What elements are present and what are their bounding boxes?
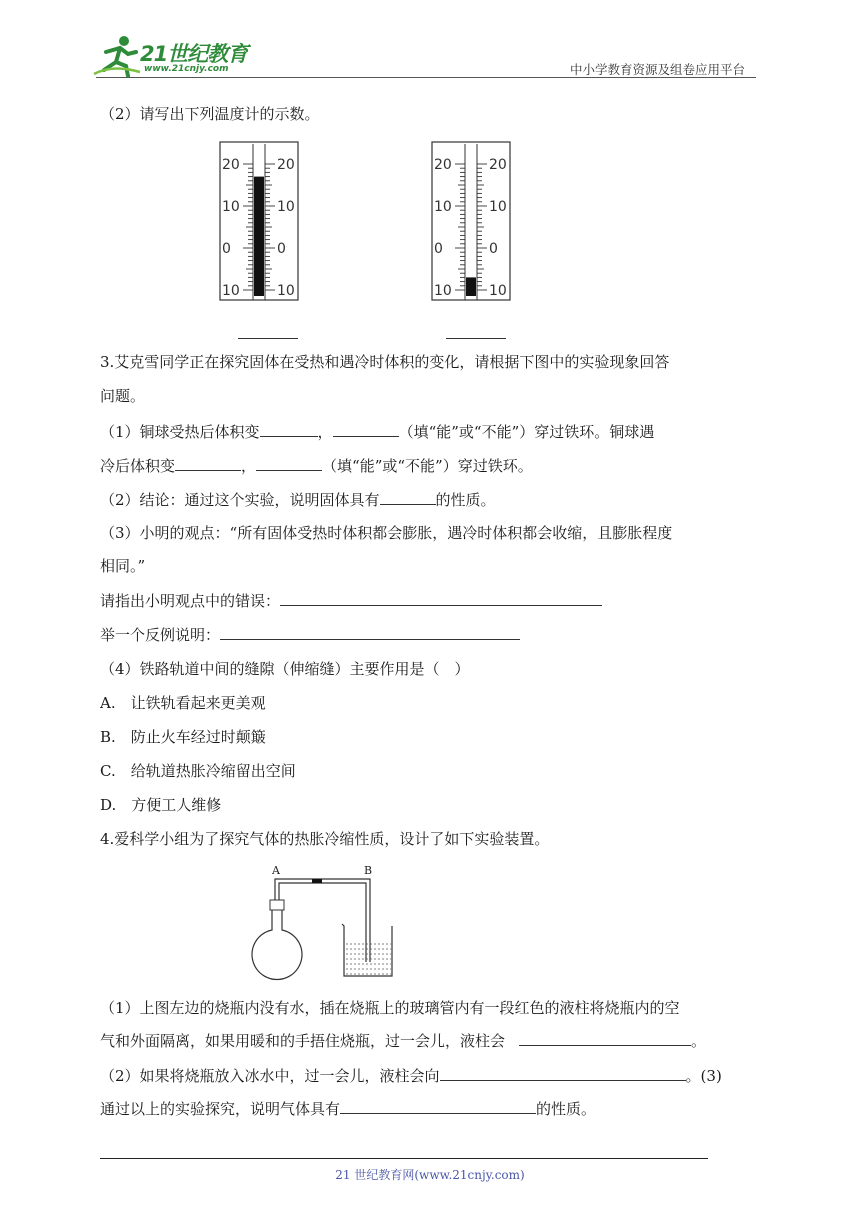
answer-blank-left[interactable] (238, 324, 298, 339)
q4-part1-line1: （1）上图左边的烧瓶内没有水，插在烧瓶上的玻璃管内有一段红色的液柱将烧瓶内的空 (100, 999, 680, 1017)
q3-part3-line1: （3）小明的观点：“所有固体受热时体积都会膨胀，遇冷时体积都会收缩，且膨胀程度 (100, 524, 673, 542)
q3-part2 (100, 490, 496, 510)
thermo-tick-label: 20 (434, 157, 452, 173)
header-logo (92, 34, 262, 78)
thermo-tick-label: 20 (222, 157, 240, 173)
thermo-tick-label: 0 (489, 241, 498, 257)
option-d[interactable]: D. 方便工人维修 (100, 796, 222, 814)
thermo-tick-label: 20 (489, 157, 507, 173)
thermo-tick-label: 20 (277, 157, 295, 173)
q3-p2-b: 的性质。 (435, 491, 496, 509)
q3-part4: （4）铁路轨道中间的缝隙（伸缩缝）主要作用是（ ） (100, 660, 470, 678)
q4-p2-a: （2）如果将烧瓶放入冰水中，过一会儿，液柱会向 (100, 1067, 440, 1085)
q3-p1-a: （1）铜球受热后体积变 (100, 423, 260, 441)
logo-url: www.21cnjy.com (144, 64, 229, 74)
platform-name: 中小学教育资源及组卷应用平台 (570, 62, 746, 77)
thermometer-right (432, 142, 510, 300)
thermo-tick-label: 10 (277, 283, 295, 299)
q3-p1-e: ， (241, 457, 257, 475)
q3-part3-line2: 相同。” (100, 557, 146, 575)
blank-column-cold[interactable] (440, 1066, 686, 1081)
flask-apparatus-figure (246, 862, 396, 984)
blank-pass-cold[interactable] (256, 456, 322, 471)
q3-part1-line2 (100, 456, 533, 476)
q4-part1-line2 (100, 1031, 706, 1051)
answer-blank-right[interactable] (446, 324, 506, 339)
q3-p1-d: 冷后体积变 (100, 457, 176, 475)
option-c[interactable]: C. 给轨道热胀冷缩留出空间 (100, 762, 296, 780)
blank-error[interactable] (280, 591, 602, 606)
runner-icon (92, 34, 142, 78)
logo-text: 21世纪教育 (140, 42, 248, 66)
thermo-tick-label: 0 (222, 241, 231, 257)
liquid-column (254, 177, 264, 296)
q2-part2: （2）请写出下列温度计的示数。 (100, 105, 320, 123)
thermo-tick-label: 10 (489, 283, 507, 299)
q3-ex-label: 举一个反例说明： (100, 626, 221, 644)
liquid-column (466, 277, 476, 296)
option-a[interactable]: A. 让铁轨看起来更美观 (100, 694, 266, 712)
thermo-tick-label: 10 (277, 199, 295, 215)
thermo-tick-label: 0 (434, 241, 443, 257)
thermometer-left (220, 142, 298, 300)
blank-volume-cold[interactable] (175, 456, 241, 471)
header-rule (96, 77, 756, 78)
blank-example[interactable] (220, 625, 520, 640)
q4-p2-b: 。(3) (685, 1067, 722, 1085)
blank-volume-hot[interactable] (260, 422, 318, 437)
thermometer-figure (210, 138, 530, 310)
q4-part3 (100, 1099, 596, 1119)
q4-p3-a: 通过以上的实验探究，说明气体具有 (100, 1100, 341, 1118)
thermo-tick-label: 10 (434, 283, 452, 299)
thermo-tick-label: 0 (277, 241, 286, 257)
q3-p1-c: （填“能”或“不能”）穿过铁环。铜球遇 (398, 423, 655, 441)
blank-gas-property[interactable] (340, 1099, 536, 1114)
q3-example-prompt (100, 625, 520, 645)
q3-p1-b: ， (317, 423, 333, 441)
blank-solid-property[interactable] (380, 490, 436, 505)
q3-p1-f: （填“能”或“不能”）穿过铁环。 (322, 457, 533, 475)
q3-err-label: 请指出小明观点中的错误： (100, 592, 281, 610)
q4-intro: 4.爱科学小组为了探究气体的热胀冷缩性质，设计了如下实验装置。 (100, 830, 550, 848)
q3-intro-2: 问题。 (100, 387, 146, 405)
q3-part1-line1 (100, 422, 654, 442)
footer-text: 21 世纪教育网(www.21cnjy.com) (335, 1168, 525, 1182)
thermo-tick-label: 10 (222, 283, 240, 299)
thermo-tick-label: 10 (489, 199, 507, 215)
q3-intro-1: 3.艾克雪同学正在探究固体在受热和遇冷时体积的变化，请根据下图中的实验现象回答 (100, 353, 670, 371)
q4-part2 (100, 1066, 722, 1086)
label-a: A (272, 864, 280, 877)
q3-error-prompt (100, 591, 602, 611)
label-b: B (364, 864, 373, 877)
thermo-tick-label: 10 (434, 199, 452, 215)
blank-pass-hot[interactable] (333, 422, 399, 437)
footer-rule (100, 1158, 708, 1159)
q4-p1-2a: 气和外面隔离，如果用暖和的手捂住烧瓶，过一会儿，液柱会 (100, 1032, 506, 1050)
q3-p2-a: （2）结论：通过这个实验，说明固体具有 (100, 491, 380, 509)
blank-column-warm[interactable] (519, 1031, 691, 1046)
q4-p1-2b: 。 (691, 1032, 707, 1050)
q4-p3-b: 的性质。 (536, 1100, 597, 1118)
option-b[interactable]: B. 防止火车经过时颠簸 (100, 728, 266, 746)
thermo-tick-label: 10 (222, 199, 240, 215)
